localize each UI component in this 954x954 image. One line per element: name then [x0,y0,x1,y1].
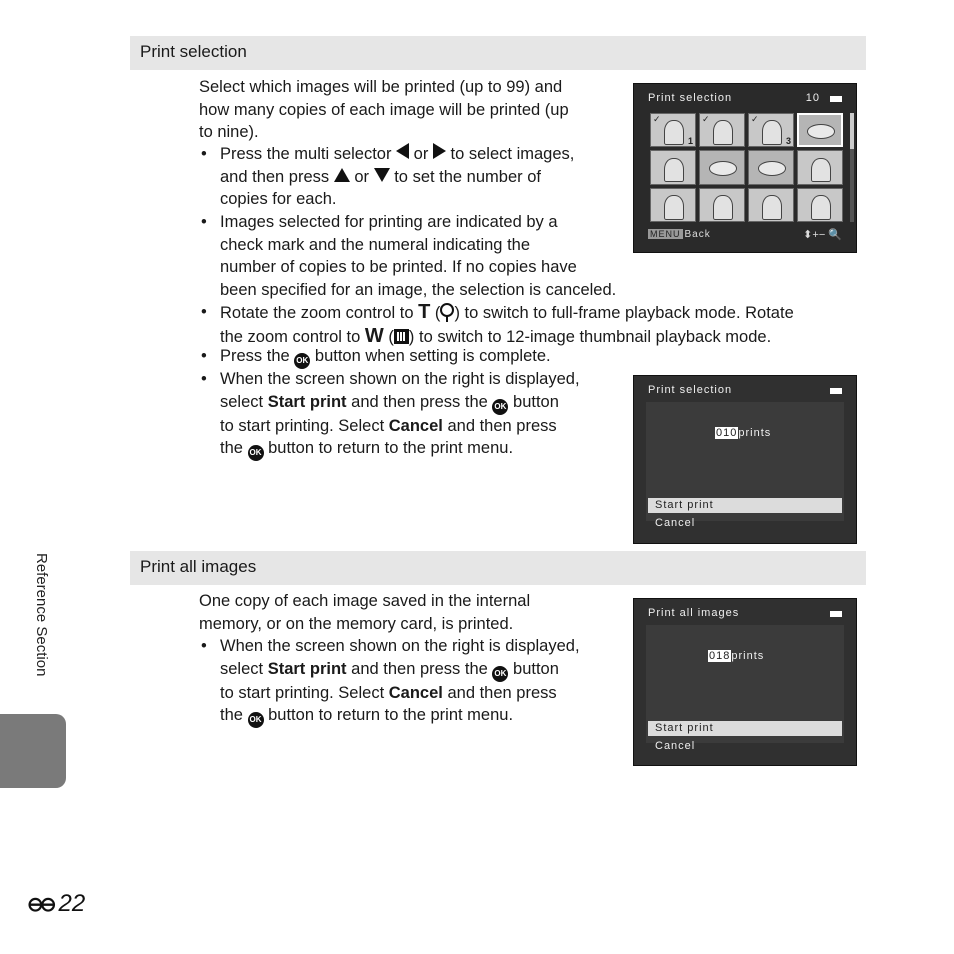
screen-print-selection-thumbnails [633,83,857,253]
left-arrow-icon [396,143,409,159]
battery-icon [830,96,842,102]
thumbnail-image[interactable] [797,150,843,184]
person-figure [811,158,831,183]
ok-button-icon: OK [492,399,508,415]
section-heading: Print all images [140,557,257,576]
person-figure [664,120,684,145]
text: to start printing. Select [220,416,385,435]
section-header-print-all [130,551,866,585]
thumbnail-grid-icon [394,329,409,344]
page-number-value: 22 [58,890,86,917]
thumbnail-image[interactable] [748,150,794,184]
battery-icon [830,388,842,394]
count-unit: prints [731,650,765,662]
thumbnail-image[interactable] [797,113,843,147]
text: select [220,659,264,678]
screen-title: Print selection [648,92,733,104]
text: When the screen shown on the right is displayed, [220,637,580,655]
ok-button-icon: OK [248,445,264,461]
text: or [354,167,370,186]
screen-print-all-confirm [633,598,857,766]
person-figure [664,195,684,220]
start-print-term: Start print [267,659,347,678]
text: select [220,392,264,411]
person-figure [713,120,733,145]
thumbnail-image[interactable] [797,188,843,222]
flower-figure [709,161,737,176]
bullet-select-images: • Press the multi selector or to select images, and then press or to set the number of copies for each. [201,145,575,208]
menu-key-icon: MENU [650,229,681,239]
copies-count: 3 [785,136,791,147]
check-mark-icon: ✓ [653,114,661,124]
thumbnail-image[interactable] [650,150,696,184]
intro-line: Select which images will be printed (up to 99) and [199,78,563,96]
battery-icon [830,611,842,617]
up-arrow-icon [334,168,350,182]
copy-controls-icon: ⬍+− 🔍 [803,229,842,241]
intro-paragraph [199,76,569,144]
person-figure [713,195,733,220]
bullet-press-ok: • Press the OK button when setting is complete. [220,345,551,369]
flower-figure [807,124,835,139]
text: to select images, [450,145,575,163]
section-heading: Print selection [140,42,247,61]
check-mark-icon: ✓ [702,114,710,124]
reference-section-icon: ⊖⊖ [27,894,53,916]
cancel-option[interactable]: Cancel [655,740,696,752]
screen-title: Print all images [648,607,740,619]
text: check mark and the numeral indicating the [220,235,531,254]
text: or [413,145,429,163]
text: to start printing. Select [220,683,385,702]
thumbnail-grid [650,113,843,222]
cancel-term: Cancel [388,683,443,702]
person-figure [762,195,782,220]
text: the zoom control to [220,327,361,346]
start-print-option[interactable]: Start print [648,498,842,513]
screen-title: Print selection [648,384,733,396]
text: button [513,392,559,411]
back-label: Back [684,229,711,240]
intro-paragraph [199,590,530,635]
section-tab [0,714,66,788]
bullet-start-print: • When the screen shown on the right is displayed, select Start print and then press the OK button to start printing. Select Cancel and then press the OK button to return to the print menu. [220,635,580,728]
thumbnail-image[interactable] [699,188,745,222]
thumbnail-image[interactable] [699,113,745,147]
check-mark-icon: ✓ [751,114,759,124]
right-arrow-icon [433,143,446,159]
side-label-text: Reference Section [33,553,50,677]
text: and then press [447,683,557,702]
text: to set the number of [394,167,541,186]
text: and then press the [351,659,488,678]
scrollbar [850,113,854,222]
down-arrow-icon [374,168,390,182]
text: Images selected for printing are indicated by a [220,213,558,231]
thumbnail-image[interactable] [650,188,696,222]
side-section-label [26,553,54,703]
text: ) to switch to full-frame playback mode. Rotate [454,304,794,322]
cancel-term: Cancel [388,416,443,435]
start-print-option[interactable]: Start print [648,721,842,736]
text: the [220,439,243,457]
start-print-term: Start print [267,392,347,411]
bullet-check-mark: • Images selected for printing are indicated by a check mark and the numeral indicating the number of copies to be printed. If no copies have been specified for an image, the selection is canceled. [201,213,617,299]
intro-line: memory, or on the memory card, is printed. [199,614,514,633]
intro-line: to nine). [199,123,259,141]
magnify-icon [440,303,454,317]
text: When the screen shown on the right is displayed, [220,370,580,388]
person-figure [762,120,782,145]
text: Press the [220,347,290,365]
thumbnail-image[interactable] [699,150,745,184]
bullet-zoom-control: • Rotate the zoom control to T ( ) to switch to full-frame playback mode. Rotate the zoom control to W ( ) to switch to 12-image thumbnail playback mode. [201,301,794,347]
text: Rotate the zoom control to [220,304,414,322]
text: been specified for an image, the selection is canceled. [220,280,617,299]
selected-count: 10 [805,92,820,104]
text: and then press [220,167,330,186]
ok-button-icon: OK [248,712,264,728]
count-value: 010 [716,427,738,439]
section-header-print-selection [130,36,866,70]
person-figure [811,195,831,220]
text: button [513,659,559,678]
count-unit: prints [738,427,772,439]
person-figure [664,158,684,183]
text: button when setting is complete. [314,347,551,365]
print-count [715,427,771,439]
intro-line: how many copies of each image will be printed (up [199,100,569,119]
screen-print-selection-confirm [633,375,857,544]
text: the [220,706,243,724]
page-number [27,890,85,918]
text: number of copies to be printed. If no copies have [220,258,577,276]
thumbnail-image[interactable] [748,188,794,222]
text: and then press the [351,392,488,411]
text: button to return to the print menu. [268,439,514,457]
screen-footer [648,229,711,240]
text: Press the multi selector [220,145,392,163]
count-value: 018 [709,650,731,662]
ok-button-icon: OK [492,666,508,682]
ok-button-icon: OK [294,353,310,369]
thumbnail-image[interactable] [650,113,696,147]
text: and then press [447,416,557,435]
cancel-option[interactable]: Cancel [655,517,696,529]
flower-figure [758,161,786,176]
text: copies for each. [220,190,337,208]
bullet-start-print: • When the screen shown on the right is displayed, select Start print and then press the OK button to start printing. Select Cancel and then press the OK button to return to the print menu. [220,368,580,461]
intro-line: One copy of each image saved in the internal [199,592,531,610]
zoom-w-symbol: W [364,324,384,347]
print-count [708,650,764,662]
copies-count: 1 [687,136,693,147]
zoom-t-symbol: T [418,301,431,323]
text: ) to switch to 12-image thumbnail playback mode. [408,327,772,346]
text: button to return to the print menu. [268,706,514,724]
thumbnail-image[interactable] [748,113,794,147]
